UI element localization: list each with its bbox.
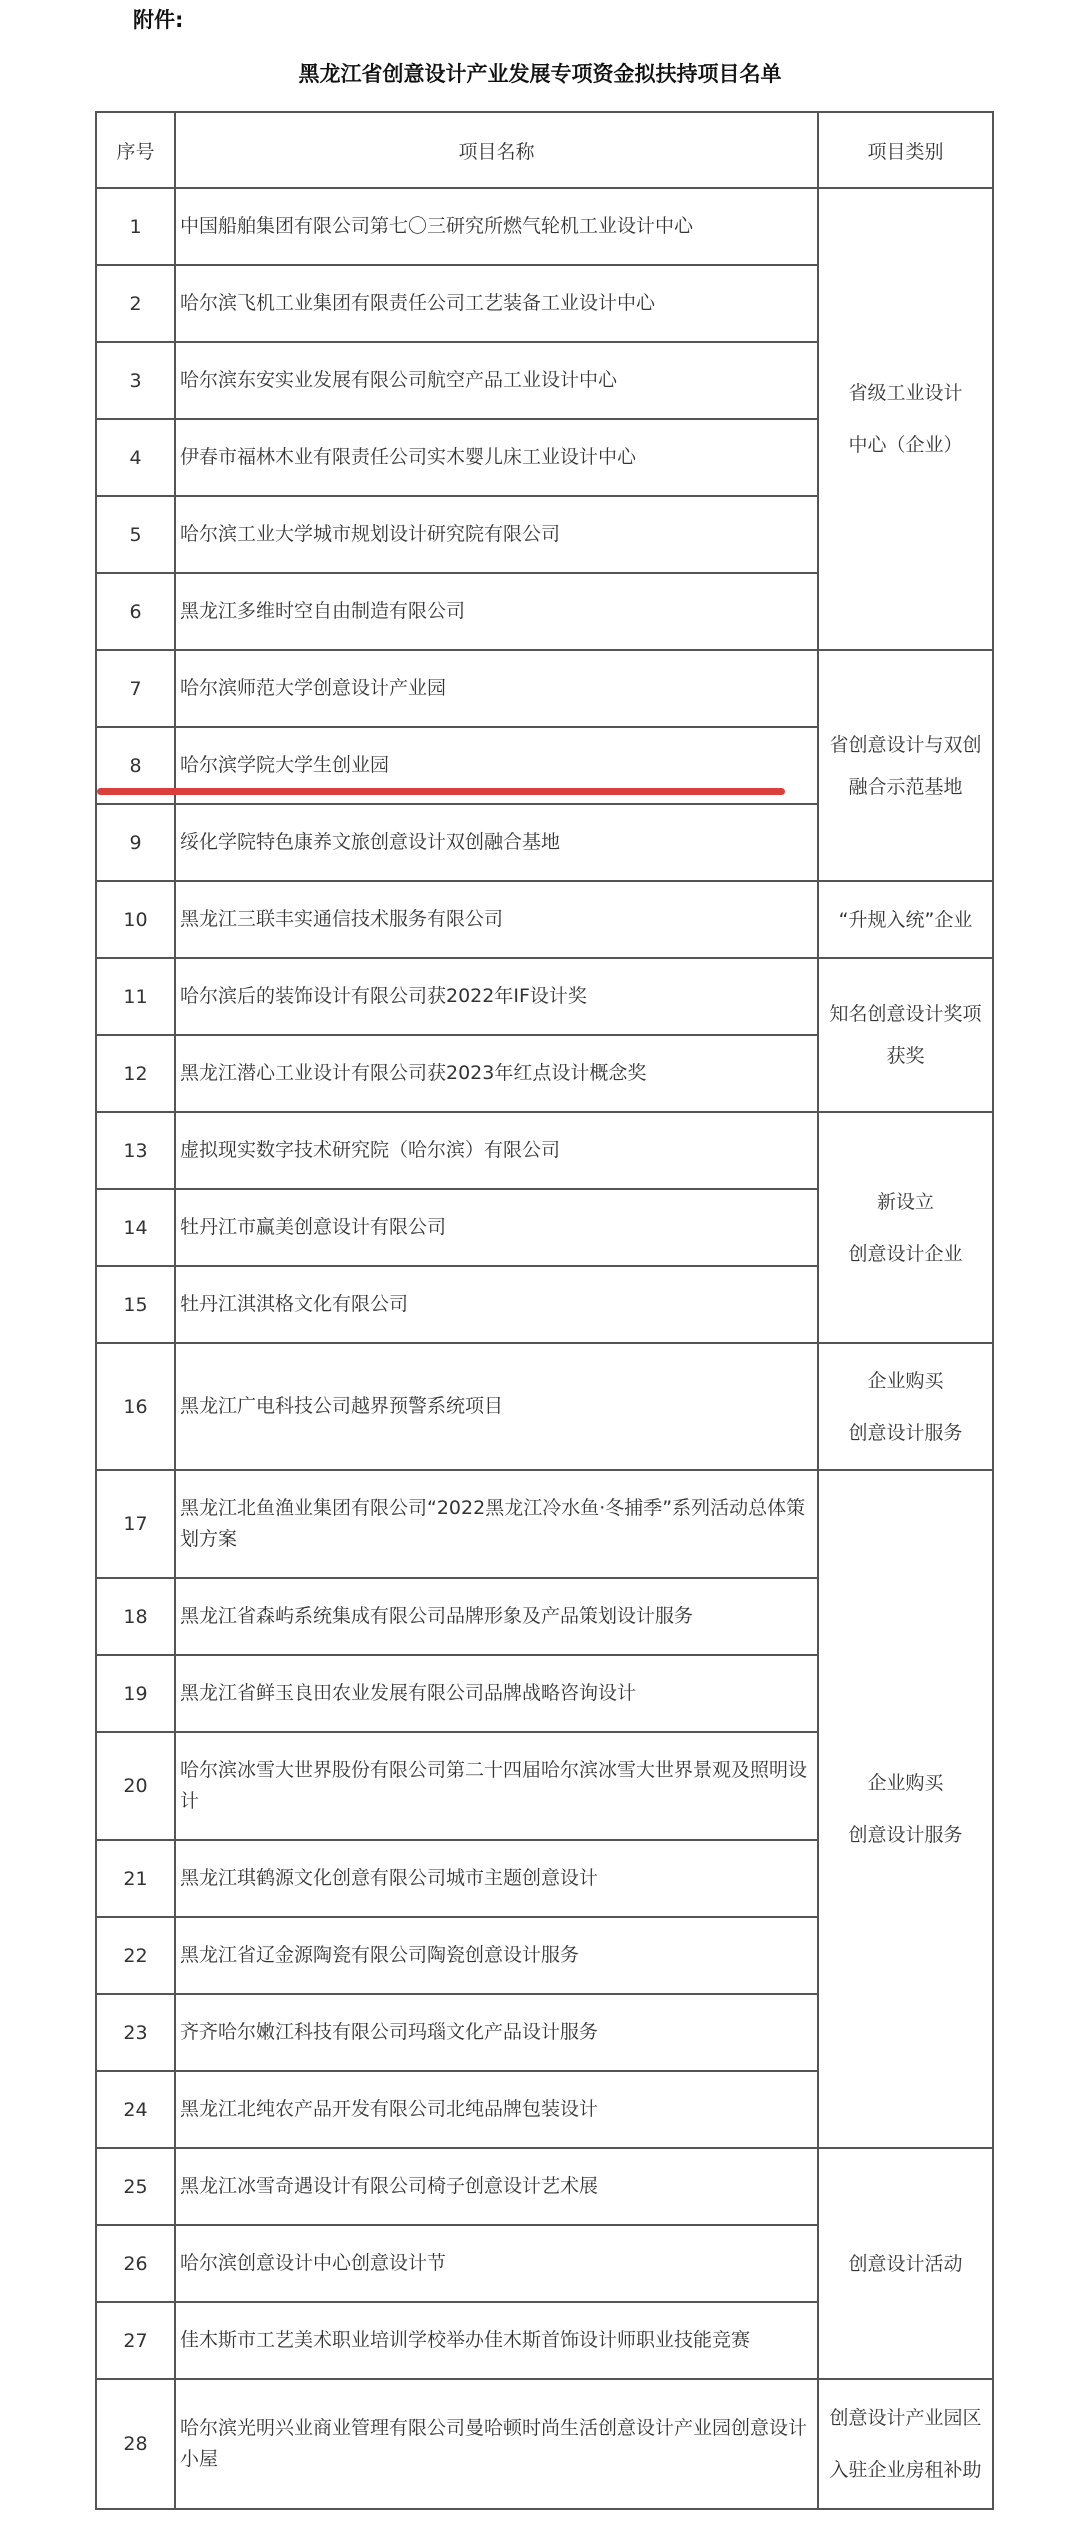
project-name: 黑龙江冰雪奇遇设计有限公司椅子创意设计艺术展 <box>175 2148 818 2225</box>
category-line: 企业购买 <box>867 1369 944 1392</box>
category-line: 获奖 <box>886 1045 925 1067</box>
row-number: 15 <box>96 1266 175 1343</box>
category-line: 入驻企业房租补助 <box>829 2459 982 2481</box>
project-name: 哈尔滨飞机工业集团有限责任公司工艺装备工业设计中心 <box>175 265 818 342</box>
row-number: 18 <box>96 1578 175 1655</box>
category-line: 企业购买 <box>867 1772 944 1794</box>
row-number: 21 <box>96 1840 175 1917</box>
project-name: 黑龙江省森屿系统集成有限公司品牌形象及产品策划设计服务 <box>175 1578 818 1655</box>
project-name: 黑龙江北纯农产品开发有限公司北纯品牌包装设计 <box>175 2071 818 2148</box>
project-name: 绥化学院特色康养文旅创意设计双创融合基地 <box>175 804 818 881</box>
category-cell <box>818 1470 993 2148</box>
project-name: 黑龙江省辽金源陶瓷有限公司陶瓷创意设计服务 <box>175 1917 818 1994</box>
project-name: 哈尔滨后的装饰设计有限公司获2022年IF设计奖 <box>175 958 818 1035</box>
row-number: 3 <box>96 342 175 419</box>
category-line: 中心（企业） <box>848 434 963 456</box>
row-number: 23 <box>96 1994 175 2071</box>
category-cell <box>818 1343 993 1470</box>
row-number: 14 <box>96 1189 175 1266</box>
project-name: 齐齐哈尔嫩江科技有限公司玛瑙文化产品设计服务 <box>175 1994 818 2071</box>
row-number: 20 <box>96 1732 175 1840</box>
row-number: 24 <box>96 2071 175 2148</box>
category-line: 融合示范基地 <box>848 775 963 798</box>
header-category: 项目类别 <box>818 112 993 188</box>
project-name: 伊春市福林木业有限责任公司实木婴儿床工业设计中心 <box>175 419 818 496</box>
category-line: 创意设计服务 <box>848 1421 963 1444</box>
project-name: 牡丹江淇淇格文化有限公司 <box>175 1266 818 1343</box>
header-no: 序号 <box>96 112 175 188</box>
project-name: 佳木斯市工艺美术职业培训学校举办佳木斯首饰设计师职业技能竞赛 <box>175 2302 818 2379</box>
project-name: 黑龙江北鱼渔业集团有限公司“2022黑龙江冷水鱼·冬捕季”系列活动总体策划方案 <box>175 1470 818 1578</box>
row-number: 11 <box>96 958 175 1035</box>
table-row <box>96 1470 993 1578</box>
category-cell <box>818 2379 993 2509</box>
row-number: 8 <box>96 727 175 804</box>
category-cell <box>818 188 993 650</box>
project-name: 哈尔滨冰雪大世界股份有限公司第二十四届哈尔滨冰雪大世界景观及照明设计 <box>175 1732 818 1840</box>
category-line: 创意设计产业园区 <box>829 2407 982 2429</box>
header-name: 项目名称 <box>175 112 818 188</box>
category-line: “升规入统”企业 <box>838 908 973 931</box>
project-name: 黑龙江省鲜玉良田农业发展有限公司品牌战略咨询设计 <box>175 1655 818 1732</box>
project-name: 黑龙江多维时空自由制造有限公司 <box>175 573 818 650</box>
table-header-row <box>96 112 993 188</box>
project-name: 黑龙江三联丰实通信技术服务有限公司 <box>175 881 818 958</box>
document-title: 黑龙江省创意设计产业发展专项资金拟扶持项目名单 <box>298 62 782 86</box>
project-name: 哈尔滨学院大学生创业园 <box>175 727 818 804</box>
project-name: 黑龙江潜心工业设计有限公司获2023年红点设计概念奖 <box>175 1035 818 1112</box>
project-name: 虚拟现实数字技术研究院（哈尔滨）有限公司 <box>175 1112 818 1189</box>
row-number: 22 <box>96 1917 175 1994</box>
project-name: 黑龙江琪鹤源文化创意有限公司城市主题创意设计 <box>175 1840 818 1917</box>
row-number: 19 <box>96 1655 175 1732</box>
category-cell <box>818 2148 993 2379</box>
row-number: 7 <box>96 650 175 727</box>
red-highlight-underline <box>97 788 785 795</box>
project-name: 哈尔滨东安实业发展有限公司航空产品工业设计中心 <box>175 342 818 419</box>
category-cell <box>818 650 993 881</box>
row-number: 16 <box>96 1343 175 1470</box>
table-row <box>96 650 993 727</box>
category-line: 新设立 <box>876 1190 934 1213</box>
category-line: 省级工业设计 <box>848 382 963 404</box>
project-name: 黑龙江广电科技公司越界预警系统项目 <box>175 1343 818 1470</box>
category-line: 创意设计服务 <box>848 1824 963 1846</box>
row-number: 28 <box>96 2379 175 2509</box>
row-number: 6 <box>96 573 175 650</box>
category-cell <box>818 881 993 958</box>
table-row <box>96 1343 993 1470</box>
row-number: 25 <box>96 2148 175 2225</box>
project-name: 哈尔滨创意设计中心创意设计节 <box>175 2225 818 2302</box>
row-number: 9 <box>96 804 175 881</box>
category-line: 创意设计活动 <box>848 2252 963 2275</box>
table-row <box>96 2148 993 2225</box>
table-row <box>96 188 993 265</box>
table-row <box>96 881 993 958</box>
row-number: 26 <box>96 2225 175 2302</box>
row-number: 2 <box>96 265 175 342</box>
table-row <box>96 1112 993 1189</box>
attachment-label: 附件: <box>133 8 184 32</box>
table-row <box>96 2379 993 2509</box>
category-cell <box>818 1112 993 1343</box>
row-number: 5 <box>96 496 175 573</box>
row-number: 12 <box>96 1035 175 1112</box>
project-name: 牡丹江市赢美创意设计有限公司 <box>175 1189 818 1266</box>
category-line: 创意设计企业 <box>848 1242 963 1265</box>
project-table <box>95 111 994 2510</box>
table-row <box>96 958 993 1035</box>
row-number: 4 <box>96 419 175 496</box>
category-cell <box>818 958 993 1112</box>
category-line: 省创意设计与双创 <box>829 733 982 756</box>
project-name: 哈尔滨光明兴业商业管理有限公司曼哈顿时尚生活创意设计产业园创意设计小屋 <box>175 2379 818 2509</box>
row-number: 27 <box>96 2302 175 2379</box>
category-line: 知名创意设计奖项 <box>829 1003 982 1025</box>
project-name: 哈尔滨工业大学城市规划设计研究院有限公司 <box>175 496 818 573</box>
row-number: 17 <box>96 1470 175 1578</box>
row-number: 13 <box>96 1112 175 1189</box>
row-number: 1 <box>96 188 175 265</box>
project-name: 哈尔滨师范大学创意设计产业园 <box>175 650 818 727</box>
project-name: 中国船舶集团有限公司第七〇三研究所燃气轮机工业设计中心 <box>175 188 818 265</box>
row-number: 10 <box>96 881 175 958</box>
